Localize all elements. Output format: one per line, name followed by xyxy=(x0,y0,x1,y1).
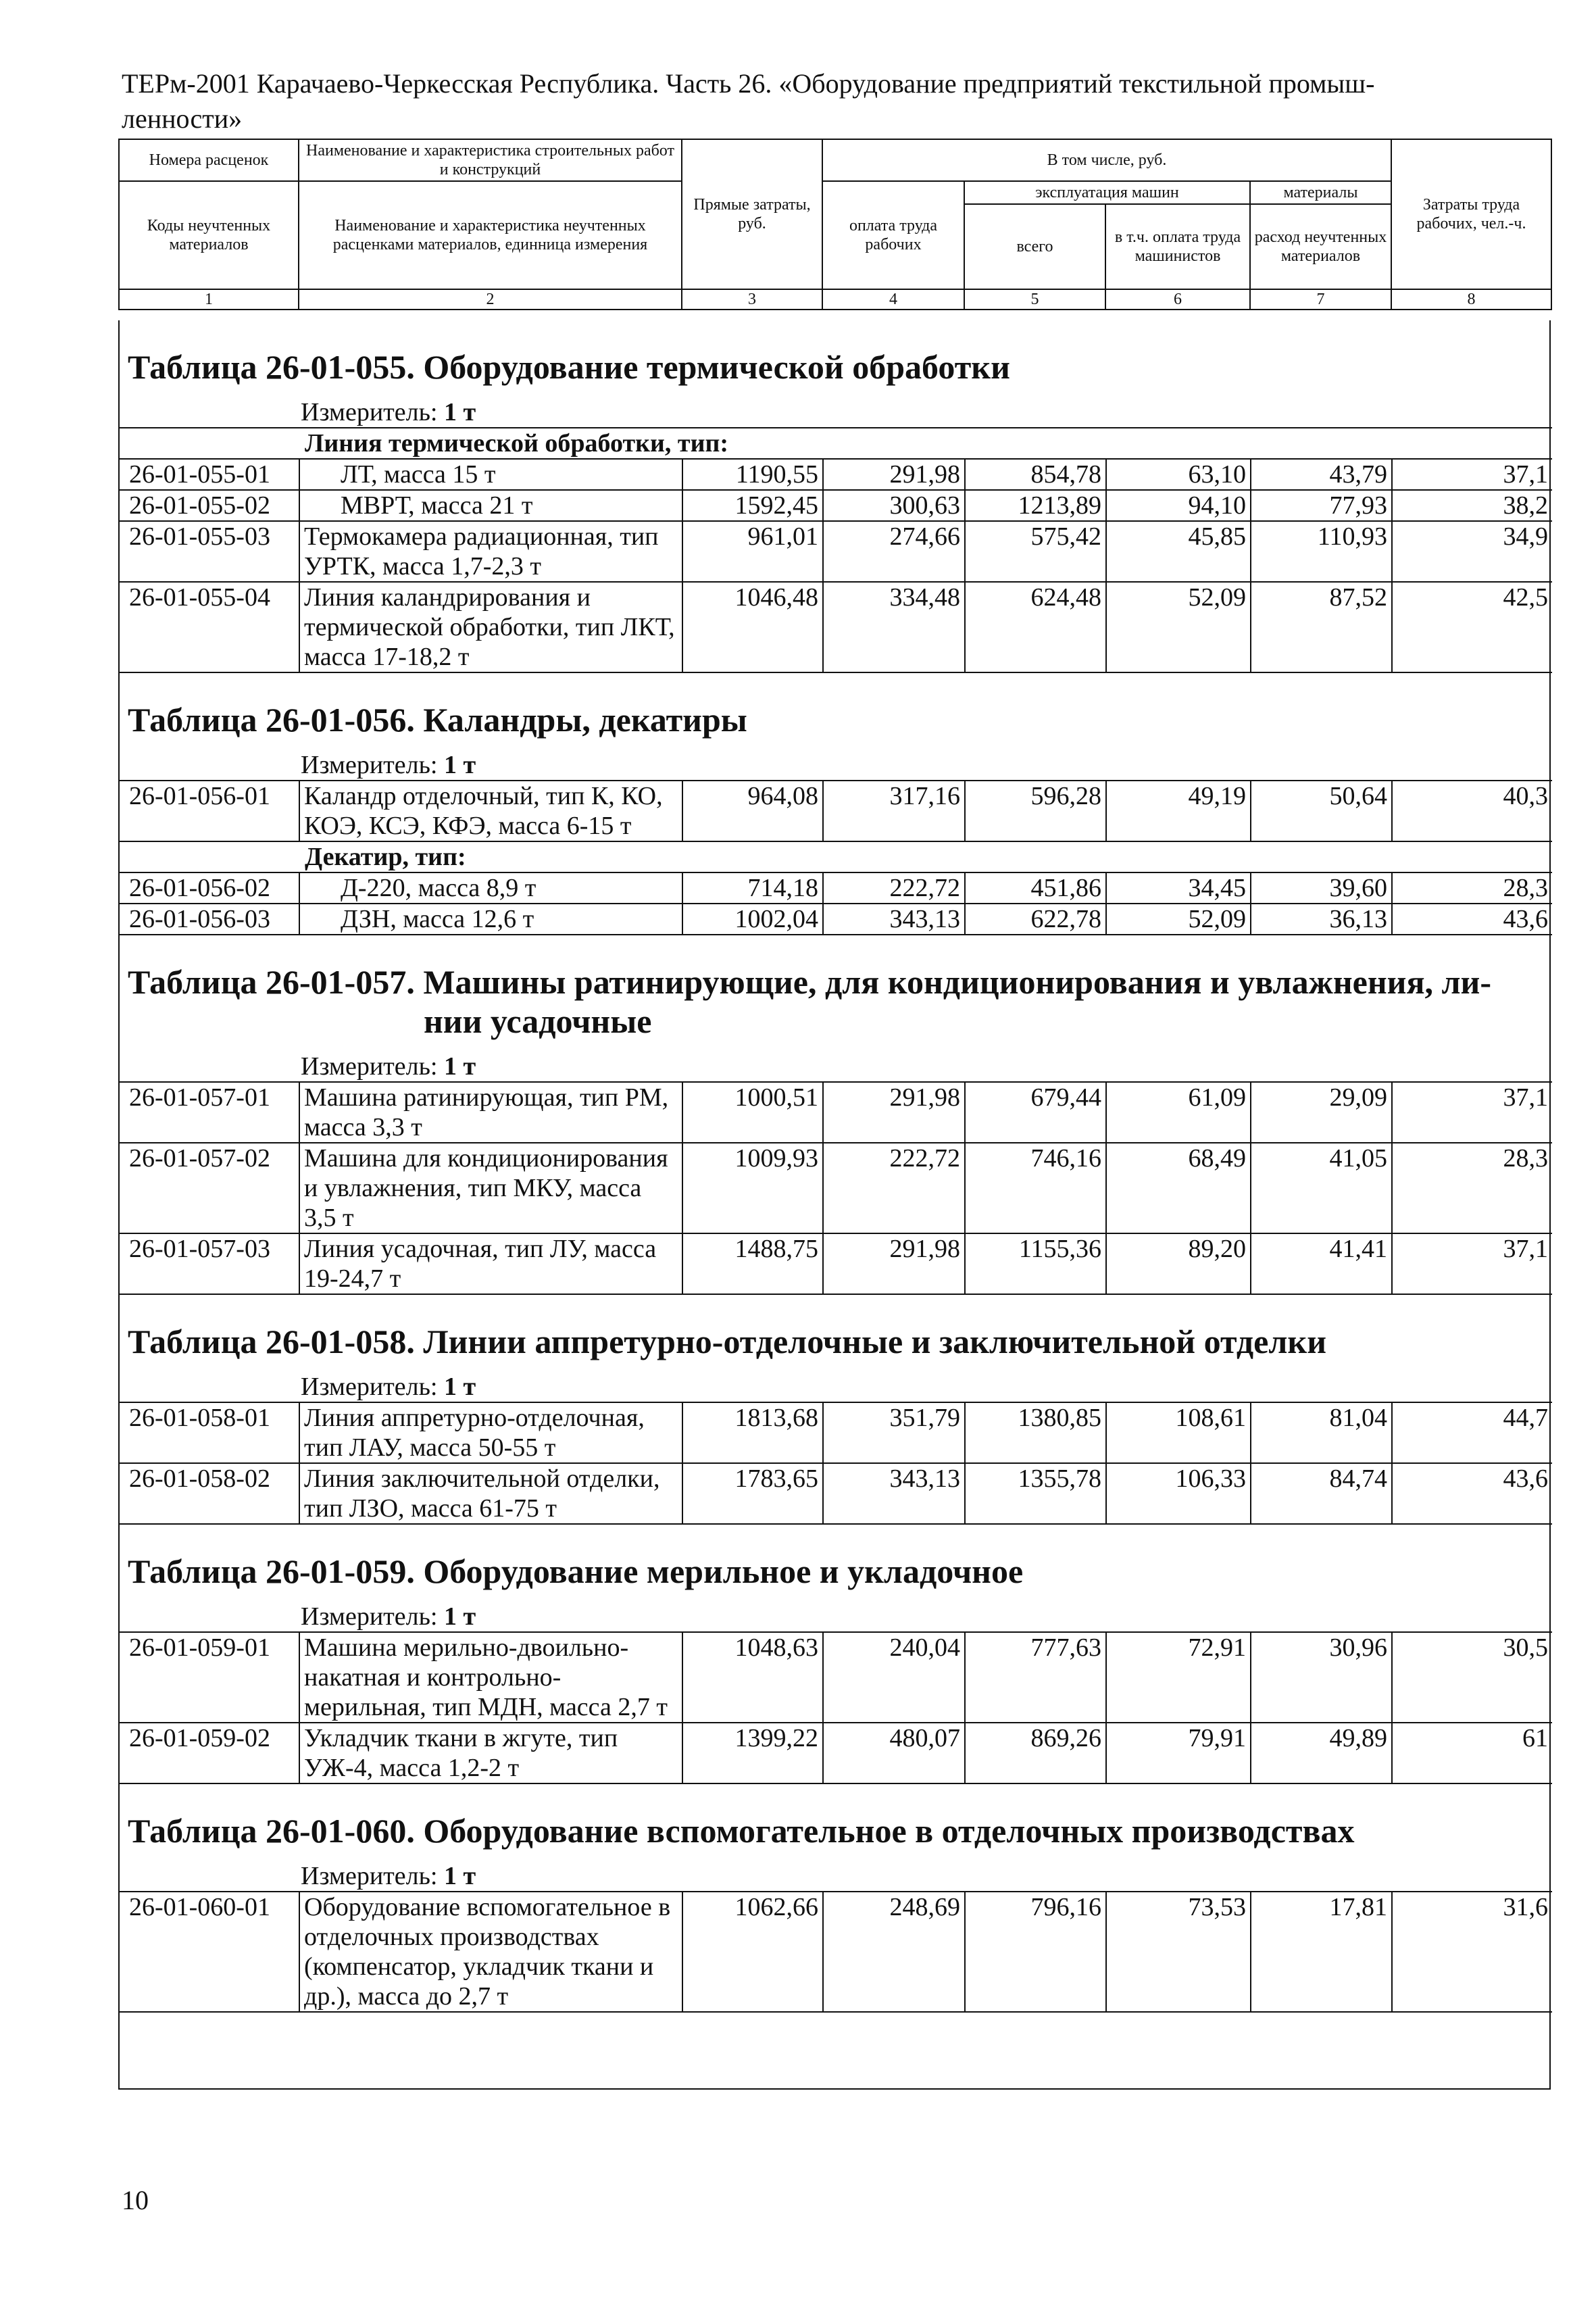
col-oplata: оплата труда рабочих xyxy=(822,181,964,289)
labor-hours-cell: 61 xyxy=(1392,1723,1552,1783)
rate-code: 26-01-056-01 xyxy=(120,781,299,841)
work-description: Линия каландрирования и термической обработки, тип ЛКТ, масса 17-18,2 т xyxy=(299,582,682,672)
rate-code: 26-01-058-02 xyxy=(120,1463,299,1524)
unit-label: Измеритель: xyxy=(301,1602,438,1631)
machinist-pay-cell: 73,53 xyxy=(1106,1892,1251,2012)
rate-code: 26-01-057-02 xyxy=(120,1143,299,1233)
machine-total-cell: 1380,85 xyxy=(965,1402,1106,1463)
unit-label: Измеритель: xyxy=(301,398,438,426)
direct-costs-cell: 964,08 xyxy=(682,781,823,841)
price-tables-container xyxy=(118,320,1551,2090)
machine-total-cell: 679,44 xyxy=(965,1082,1106,1143)
unit-of-measure xyxy=(301,397,1549,427)
labor-hours-cell: 38,2 xyxy=(1392,490,1552,521)
rate-code: 26-01-056-02 xyxy=(120,872,299,904)
machinist-pay-cell: 34,45 xyxy=(1106,872,1251,904)
labor-hours-cell: 37,1 xyxy=(1392,1082,1552,1143)
header-line-2: ленности» xyxy=(122,103,243,134)
labor-hours-cell: 28,3 xyxy=(1392,872,1552,904)
table-row xyxy=(120,1723,1552,1783)
col-pryamye: Прямые затраты, руб. xyxy=(682,139,822,289)
price-table xyxy=(120,780,1552,935)
rate-code: 26-01-058-01 xyxy=(120,1402,299,1463)
col-num: 8 xyxy=(1391,289,1551,310)
unit-label: Измеритель: xyxy=(301,1052,438,1081)
section-title-text: Таблица 26-01-057. Машины ратинирующие, для кондиционирования и увлажнения, ли- xyxy=(128,963,1492,1001)
col-num: 1 xyxy=(119,289,299,310)
price-table xyxy=(120,1891,1552,2013)
labor-hours-cell: 28,3 xyxy=(1392,1143,1552,1233)
machine-total-cell: 1213,89 xyxy=(965,490,1106,521)
direct-costs-cell: 1000,51 xyxy=(682,1082,823,1143)
work-description: ДЗН, масса 12,6 т xyxy=(299,904,682,935)
direct-costs-cell: 1813,68 xyxy=(682,1402,823,1463)
section-title xyxy=(128,1525,1549,1591)
header-line-1: ТЕРм-2001 Карачаево-Черкесская Республика. Часть 26. «Оборудование предприятий текстильной промыш- xyxy=(122,68,1375,99)
direct-costs-cell: 1048,63 xyxy=(682,1632,823,1723)
machine-total-cell: 796,16 xyxy=(965,1892,1106,2012)
labor-pay-cell: 291,98 xyxy=(823,1233,965,1294)
machine-total-cell: 622,78 xyxy=(965,904,1106,935)
col-zatraty: Затраты труда рабочих, чел.-ч. xyxy=(1391,139,1551,289)
col-vsego: всего xyxy=(964,204,1105,289)
machinist-pay-cell: 45,85 xyxy=(1106,521,1251,582)
unit-of-measure xyxy=(301,1372,1549,1402)
work-description: Д-220, масса 8,9 т xyxy=(299,872,682,904)
table-row xyxy=(120,490,1552,521)
page-header xyxy=(122,66,1487,137)
rate-code: 26-01-055-04 xyxy=(120,582,299,672)
section-title xyxy=(128,935,1549,1041)
table-row xyxy=(120,1143,1552,1233)
labor-hours-cell: 43,6 xyxy=(1392,1463,1552,1524)
col-nomera: Номера расценок xyxy=(119,139,299,181)
table-row xyxy=(120,1463,1552,1524)
section-title xyxy=(128,673,1549,739)
work-description: Термокамера радиационная, тип УРТК, масса 1,7-2,3 т xyxy=(299,521,682,582)
table-row xyxy=(120,521,1552,582)
unit-of-measure xyxy=(301,1052,1549,1081)
labor-hours-cell: 37,1 xyxy=(1392,459,1552,490)
machinist-pay-cell: 108,61 xyxy=(1106,1402,1251,1463)
col-num: 5 xyxy=(964,289,1105,310)
materials-cost-cell: 87,52 xyxy=(1251,582,1392,672)
price-table-section xyxy=(120,673,1549,935)
machinist-pay-cell: 52,09 xyxy=(1106,904,1251,935)
col-vtch: в т.ч. оплата труда машинистов xyxy=(1105,204,1250,289)
col-num: 7 xyxy=(1250,289,1391,310)
materials-cost-cell: 30,96 xyxy=(1251,1632,1392,1723)
work-description: ЛТ, масса 15 т xyxy=(299,459,682,490)
rate-code: 26-01-056-03 xyxy=(120,904,299,935)
materials-cost-cell: 41,41 xyxy=(1251,1233,1392,1294)
table-row xyxy=(120,1402,1552,1463)
direct-costs-cell: 1488,75 xyxy=(682,1233,823,1294)
unit-of-measure xyxy=(301,1602,1549,1631)
table-row xyxy=(120,904,1552,935)
materials-cost-cell: 77,93 xyxy=(1251,490,1392,521)
direct-costs-cell: 1592,45 xyxy=(682,490,823,521)
work-description: Каландр отделочный, тип К, КО, КОЭ, КСЭ, КФЭ, масса 6-15 т xyxy=(299,781,682,841)
page-number: 10 xyxy=(122,2185,149,2215)
labor-pay-cell: 222,72 xyxy=(823,872,965,904)
subgroup-row xyxy=(120,428,1552,459)
section-title-text: Таблица 26-01-056. Каландры, декатиры xyxy=(128,701,747,739)
work-description: Оборудование вспомогательное в отделочных производствах (компенсатор, укладчик ткани и др.), масса до 2,7 т xyxy=(299,1892,682,2012)
rate-code: 26-01-055-02 xyxy=(120,490,299,521)
machine-total-cell: 624,48 xyxy=(965,582,1106,672)
col-v-tom-chisle: В том числе, руб. xyxy=(822,139,1391,181)
direct-costs-cell: 1399,22 xyxy=(682,1723,823,1783)
price-table xyxy=(120,427,1552,673)
section-title xyxy=(128,1784,1549,1850)
rate-code: 26-01-055-03 xyxy=(120,521,299,582)
machine-total-cell: 1355,78 xyxy=(965,1463,1106,1524)
machinist-pay-cell: 79,91 xyxy=(1106,1723,1251,1783)
materials-cost-cell: 81,04 xyxy=(1251,1402,1392,1463)
table-row xyxy=(120,459,1552,490)
materials-cost-cell: 84,74 xyxy=(1251,1463,1392,1524)
price-table-section xyxy=(120,320,1549,673)
price-table xyxy=(120,1402,1552,1525)
unit-label: Измеритель: xyxy=(301,1373,438,1401)
labor-hours-cell: 42,5 xyxy=(1392,582,1552,672)
work-description: Линия усадочная, тип ЛУ, масса 19-24,7 т xyxy=(299,1233,682,1294)
machinist-pay-cell: 49,19 xyxy=(1106,781,1251,841)
direct-costs-cell: 714,18 xyxy=(682,872,823,904)
machinist-pay-cell: 94,10 xyxy=(1106,490,1251,521)
unit-value: 1 т xyxy=(444,1373,476,1401)
labor-hours-cell: 44,7 xyxy=(1392,1402,1552,1463)
work-description: Укладчик ткани в жгуте, тип УЖ-4, масса 1,2-2 т xyxy=(299,1723,682,1783)
materials-cost-cell: 50,64 xyxy=(1251,781,1392,841)
unit-of-measure xyxy=(301,750,1549,780)
direct-costs-cell: 1190,55 xyxy=(682,459,823,490)
rate-code: 26-01-059-01 xyxy=(120,1632,299,1723)
machine-total-cell: 1155,36 xyxy=(965,1233,1106,1294)
section-title-text: Таблица 26-01-058. Линии аппретурно-отделочные и заключительной отделки xyxy=(128,1323,1326,1360)
column-header-table xyxy=(118,139,1552,310)
materials-cost-cell: 29,09 xyxy=(1251,1082,1392,1143)
labor-pay-cell: 291,98 xyxy=(823,459,965,490)
unit-value: 1 т xyxy=(444,1052,476,1081)
machine-total-cell: 575,42 xyxy=(965,521,1106,582)
materials-cost-cell: 43,79 xyxy=(1251,459,1392,490)
work-description: Машина мерильно-двоильно-накатная и контрольно-мерильная, тип МДН, масса 2,7 т xyxy=(299,1632,682,1723)
machinist-pay-cell: 89,20 xyxy=(1106,1233,1251,1294)
labor-pay-cell: 274,66 xyxy=(823,521,965,582)
rate-code: 26-01-060-01 xyxy=(120,1892,299,2012)
rate-code: 26-01-059-02 xyxy=(120,1723,299,1783)
direct-costs-cell: 1002,04 xyxy=(682,904,823,935)
work-description: Машина ратинирующая, тип РМ, масса 3,3 т xyxy=(299,1082,682,1143)
machinist-pay-cell: 106,33 xyxy=(1106,1463,1251,1524)
labor-hours-cell: 30,5 xyxy=(1392,1632,1552,1723)
subgroup-label: Декатир, тип: xyxy=(120,841,1552,872)
direct-costs-cell: 1062,66 xyxy=(682,1892,823,2012)
price-table-section xyxy=(120,1784,1549,2013)
price-table-section xyxy=(120,1525,1549,1784)
materials-cost-cell: 36,13 xyxy=(1251,904,1392,935)
table-row xyxy=(120,781,1552,841)
section-title xyxy=(128,320,1549,387)
labor-pay-cell: 248,69 xyxy=(823,1892,965,2012)
unit-label: Измеритель: xyxy=(301,751,438,779)
machinist-pay-cell: 61,09 xyxy=(1106,1082,1251,1143)
labor-pay-cell: 334,48 xyxy=(823,582,965,672)
unit-value: 1 т xyxy=(444,398,476,426)
materials-cost-cell: 17,81 xyxy=(1251,1892,1392,2012)
price-table xyxy=(120,1081,1552,1295)
section-title-text: Таблица 26-01-059. Оборудование мерильное и укладочное xyxy=(128,1552,1024,1590)
labor-pay-cell: 351,79 xyxy=(823,1402,965,1463)
labor-pay-cell: 222,72 xyxy=(823,1143,965,1233)
table-row xyxy=(120,1082,1552,1143)
machine-total-cell: 746,16 xyxy=(965,1143,1106,1233)
subgroup-row xyxy=(120,841,1552,872)
labor-pay-cell: 343,13 xyxy=(823,904,965,935)
labor-hours-cell: 31,6 xyxy=(1392,1892,1552,2012)
rate-code: 26-01-055-01 xyxy=(120,459,299,490)
work-description: Линия заключительной отделки, тип ЛЗО, масса 61-75 т xyxy=(299,1463,682,1524)
direct-costs-cell: 1783,65 xyxy=(682,1463,823,1524)
rate-code: 26-01-057-01 xyxy=(120,1082,299,1143)
machine-total-cell: 777,63 xyxy=(965,1632,1106,1723)
labor-pay-cell: 343,13 xyxy=(823,1463,965,1524)
table-row xyxy=(120,1632,1552,1723)
section-title-text: Таблица 26-01-060. Оборудование вспомогательное в отделочных производствах xyxy=(128,1812,1355,1850)
direct-costs-cell: 961,01 xyxy=(682,521,823,582)
machinist-pay-cell: 68,49 xyxy=(1106,1143,1251,1233)
col-num: 6 xyxy=(1105,289,1250,310)
col-naim1: Наименование и характеристика строительных работ и конструкций xyxy=(299,139,682,181)
col-num: 2 xyxy=(299,289,682,310)
subgroup-label: Линия термической обработки, тип: xyxy=(120,428,1552,459)
rate-code: 26-01-057-03 xyxy=(120,1233,299,1294)
materials-cost-cell: 39,60 xyxy=(1251,872,1392,904)
price-table xyxy=(120,1631,1552,1784)
labor-hours-cell: 40,3 xyxy=(1392,781,1552,841)
col-num: 3 xyxy=(682,289,822,310)
col-num: 4 xyxy=(822,289,964,310)
unit-value: 1 т xyxy=(444,751,476,779)
labor-pay-cell: 480,07 xyxy=(823,1723,965,1783)
labor-pay-cell: 317,16 xyxy=(823,781,965,841)
col-naim2: Наименование и характеристика неучтенных расценками материалов, единница измерения xyxy=(299,181,682,289)
unit-label: Измеритель: xyxy=(301,1862,438,1890)
col-materialy: материалы xyxy=(1250,181,1391,204)
section-title-continuation: нии усадочные xyxy=(424,1002,652,1040)
labor-hours-cell: 34,9 xyxy=(1392,521,1552,582)
direct-costs-cell: 1046,48 xyxy=(682,582,823,672)
col-kody: Коды неучтенных материалов xyxy=(119,181,299,289)
section-title xyxy=(128,1295,1549,1361)
materials-cost-cell: 41,05 xyxy=(1251,1143,1392,1233)
machine-total-cell: 869,26 xyxy=(965,1723,1106,1783)
work-description: МВРТ, масса 21 т xyxy=(299,490,682,521)
price-table-section xyxy=(120,1295,1549,1525)
machine-total-cell: 596,28 xyxy=(965,781,1106,841)
labor-pay-cell: 240,04 xyxy=(823,1632,965,1723)
section-title-text: Таблица 26-01-055. Оборудование термической обработки xyxy=(128,348,1010,386)
table-row xyxy=(120,582,1552,672)
direct-costs-cell: 1009,93 xyxy=(682,1143,823,1233)
labor-hours-cell: 37,1 xyxy=(1392,1233,1552,1294)
machinist-pay-cell: 52,09 xyxy=(1106,582,1251,672)
unit-value: 1 т xyxy=(444,1602,476,1631)
materials-cost-cell: 110,93 xyxy=(1251,521,1392,582)
col-rashod: расход неучтенных материалов xyxy=(1250,204,1391,289)
materials-cost-cell: 49,89 xyxy=(1251,1723,1392,1783)
table-row xyxy=(120,1892,1552,2012)
work-description: Линия аппретурно-отделочная, тип ЛАУ, масса 50-55 т xyxy=(299,1402,682,1463)
table-row xyxy=(120,1233,1552,1294)
labor-hours-cell: 43,6 xyxy=(1392,904,1552,935)
unit-of-measure xyxy=(301,1861,1549,1891)
machine-total-cell: 854,78 xyxy=(965,459,1106,490)
labor-pay-cell: 291,98 xyxy=(823,1082,965,1143)
col-ekspl: эксплуатация машин xyxy=(964,181,1250,204)
table-row xyxy=(120,872,1552,904)
price-table-section xyxy=(120,935,1549,1295)
machine-total-cell: 451,86 xyxy=(965,872,1106,904)
machinist-pay-cell: 72,91 xyxy=(1106,1632,1251,1723)
unit-value: 1 т xyxy=(444,1862,476,1890)
machinist-pay-cell: 63,10 xyxy=(1106,459,1251,490)
work-description: Машина для кондиционирования и увлажнения, тип МКУ, масса 3,5 т xyxy=(299,1143,682,1233)
labor-pay-cell: 300,63 xyxy=(823,490,965,521)
